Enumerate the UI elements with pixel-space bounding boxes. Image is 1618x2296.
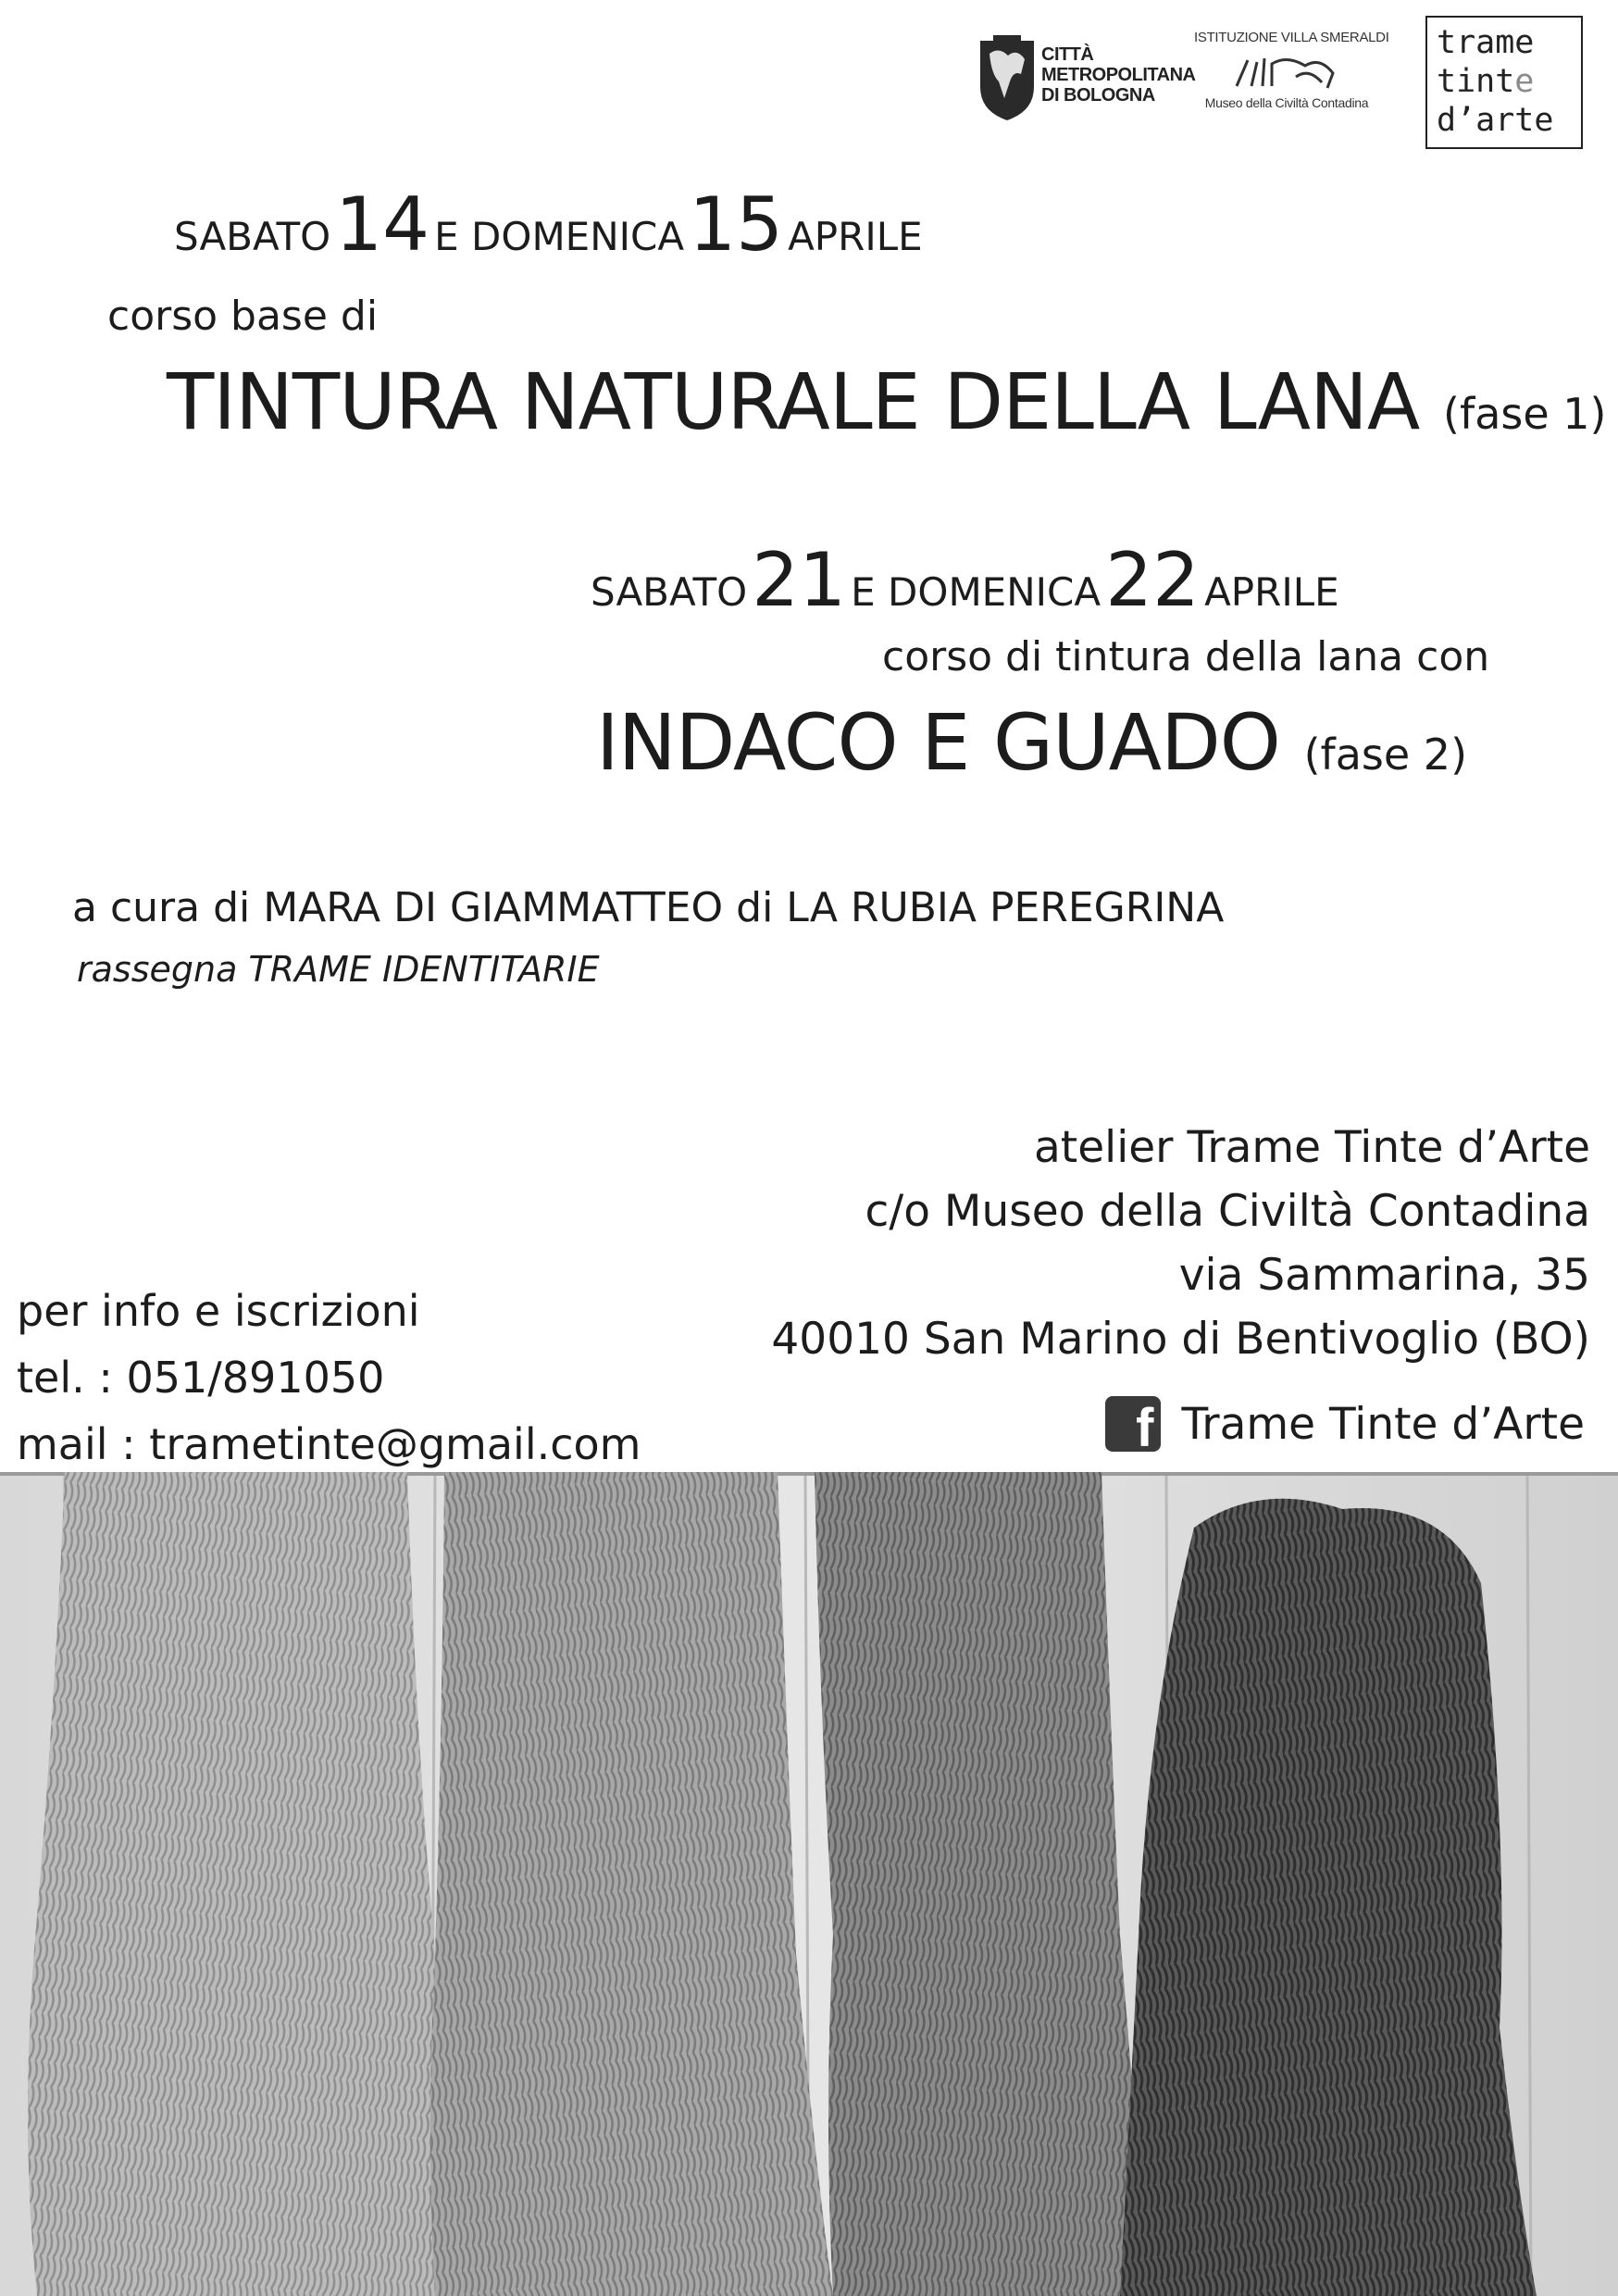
- villa-smeraldi-logo: [1194, 30, 1389, 131]
- cmb-line: METROPOLITANA: [1041, 65, 1196, 85]
- facebook-icon: f: [1105, 1396, 1161, 1452]
- trame-tinte-darte-logo: [1425, 16, 1583, 149]
- villa-smeraldi-subtitle: Museo della Civiltà Contadina: [1204, 95, 1369, 110]
- event2-title: INDACO E GUADO (fase 2): [596, 697, 1468, 788]
- event1-title: TINTURA NATURALE DELLA LANA (fase 1): [167, 356, 1607, 447]
- ttd-line: trame: [1437, 24, 1535, 61]
- wool-skeins-photo: [0, 1472, 1618, 2296]
- event2-subtitle: corso di tintura della lana con: [882, 633, 1490, 680]
- address-line: 40010 San Marino di Bentivoglio (BO): [771, 1314, 1590, 1365]
- ttd-line: tinte: [1437, 63, 1535, 100]
- plough-icon: [1231, 51, 1342, 92]
- contact-info: [17, 1278, 641, 1478]
- curator-line: a cura di MARA DI GIAMMATTEO di LA RUBIA PEREGRINA: [72, 884, 1225, 931]
- shield-icon: [977, 33, 1038, 122]
- email-address: mail : trametinte@gmail.com: [17, 1419, 641, 1469]
- citta-metropolitana-bologna-logo: [977, 30, 1196, 131]
- event1-subtitle: corso base di: [107, 293, 379, 340]
- facebook-link: [1105, 1396, 1585, 1458]
- address-line: via Sammarina, 35: [1178, 1250, 1590, 1301]
- facebook-page-name: Trame Tinte d’Arte: [1181, 1398, 1585, 1450]
- villa-smeraldi-title: ISTITUZIONE VILLA SMERALDI: [1194, 30, 1389, 45]
- series-line: rassegna TRAME IDENTITARIE: [77, 949, 600, 990]
- event1-dates: SABATO 14 E DOMENICA 15 APRILE: [174, 181, 923, 268]
- address-line: atelier Trame Tinte d’Arte: [1034, 1122, 1590, 1173]
- phone-number: tel. : 051/891050: [17, 1353, 385, 1403]
- cmb-line: DI BOLOGNA: [1041, 85, 1155, 106]
- cmb-line: CITTÀ: [1041, 44, 1094, 65]
- contact-heading: per info e iscrizioni: [17, 1286, 420, 1336]
- event2-dates: SABATO 21 E DOMENICA 22 APRILE: [591, 537, 1339, 623]
- address-block: [771, 1116, 1590, 1371]
- ttd-line: d’arte: [1437, 102, 1554, 139]
- address-line: c/o Museo della Civiltà Contadina: [865, 1186, 1590, 1237]
